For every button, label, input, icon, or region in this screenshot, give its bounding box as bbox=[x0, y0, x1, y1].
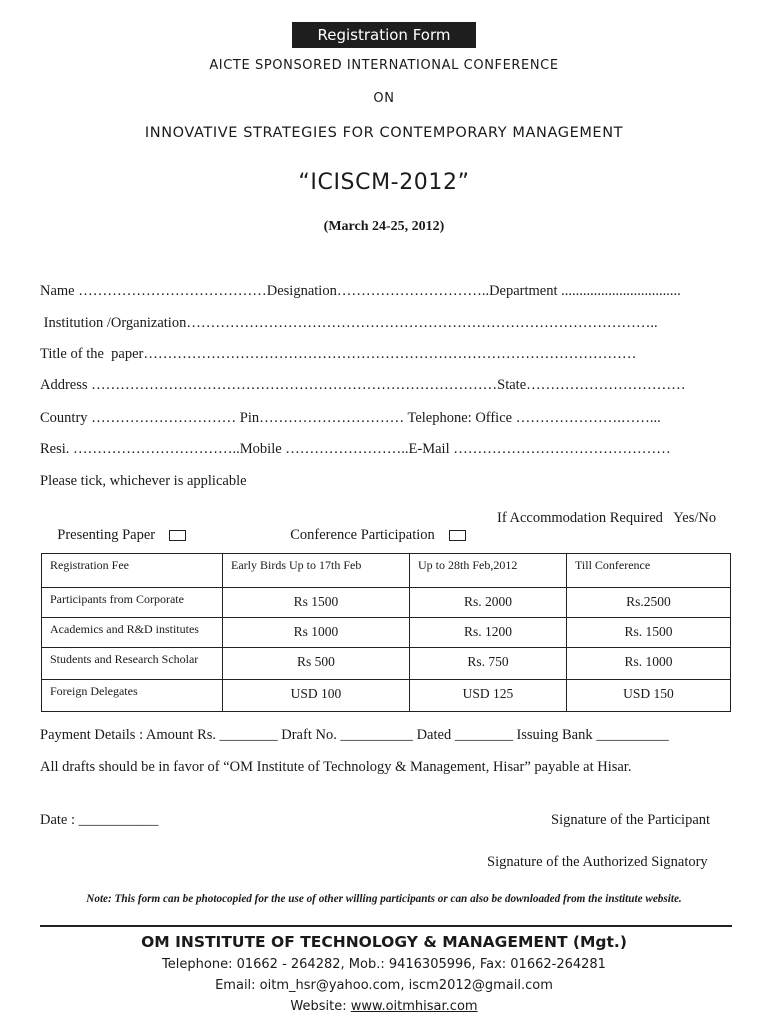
presenting-paper-option bbox=[50, 510, 186, 544]
website-label: Website: bbox=[290, 999, 351, 1014]
telephone-line: Telephone: 01662 - 264282, Mob.: 9416305996, Fax: 01662-264281 bbox=[162, 957, 606, 972]
table-row bbox=[42, 588, 731, 618]
conference-participation-checkbox[interactable] bbox=[449, 530, 466, 541]
table-cell: Rs. 2000 bbox=[410, 588, 567, 618]
table-cell: Rs 500 bbox=[223, 648, 410, 680]
table-row bbox=[42, 648, 731, 680]
table-cell: Academics and R&D institutes bbox=[42, 618, 223, 648]
table-cell: Participants from Corporate bbox=[42, 588, 223, 618]
authorized-signatory-signature: Signature of the Authorized Signatory bbox=[487, 854, 708, 870]
payment-details-field[interactable]: Payment Details : Amount Rs. ________ Draft No. __________ Dated ________ Issuing Bank __________ bbox=[40, 727, 669, 743]
sponsor-line: AICTE SPONSORED INTERNATIONAL CONFERENCE bbox=[209, 58, 559, 73]
form-title-banner: Registration Form bbox=[292, 22, 476, 48]
conference-participation-option bbox=[283, 510, 466, 544]
table-cell: Rs. 1000 bbox=[567, 648, 731, 680]
table-cell: USD 100 bbox=[223, 680, 410, 712]
conference-theme: INNOVATIVE STRATEGIES FOR CONTEMPORARY MANAGEMENT bbox=[144, 125, 624, 141]
website-line bbox=[0, 999, 768, 1014]
header-cell: Till Conference bbox=[567, 554, 731, 588]
table-cell: USD 150 bbox=[567, 680, 731, 712]
table-cell: Rs 1000 bbox=[223, 618, 410, 648]
table-row bbox=[42, 618, 731, 648]
institute-name: OM INSTITUTE OF TECHNOLOGY & MANAGEMENT (Mgt.) bbox=[141, 933, 627, 951]
table-header-row bbox=[42, 554, 731, 588]
footer-divider bbox=[40, 925, 732, 927]
on-text: ON bbox=[373, 91, 395, 106]
tick-prompt: Please tick, whichever is applicable bbox=[40, 473, 247, 489]
table-row bbox=[42, 680, 731, 712]
accommodation-option[interactable]: If Accommodation Required Yes/No bbox=[497, 510, 717, 526]
conference-participation-label: Conference Participation bbox=[290, 527, 435, 543]
participant-signature: Signature of the Participant bbox=[551, 812, 711, 828]
table-cell: Rs 1500 bbox=[223, 588, 410, 618]
presenting-paper-checkbox[interactable] bbox=[169, 530, 186, 541]
institution-field[interactable]: Institution /Organization…………………………………………………………………………………….. bbox=[40, 315, 658, 331]
header-cell: Up to 28th Feb,2012 bbox=[410, 554, 567, 588]
draft-favor-note: All drafts should be in favor of “OM Institute of Technology & Management, Hisar” payable at Hisar. bbox=[40, 759, 632, 775]
table-cell: Foreign Delegates bbox=[42, 680, 223, 712]
photocopy-note: Note: This form can be photocopied for the use of other willing participants or can also be downloaded from the institute website. bbox=[86, 893, 682, 905]
table-cell: Rs. 1500 bbox=[567, 618, 731, 648]
table-cell: Rs. 1200 bbox=[410, 618, 567, 648]
table-cell: Students and Research Scholar bbox=[42, 648, 223, 680]
header-cell: Registration Fee bbox=[42, 554, 223, 588]
conference-dates: (March 24-25, 2012) bbox=[323, 219, 445, 234]
registration-fee-table bbox=[41, 553, 731, 712]
email-line: Email: oitm_hsr@yahoo.com, iscm2012@gmail.com bbox=[215, 978, 553, 993]
address-state-field[interactable]: Address …………………………………………………………………………State…………………………… bbox=[40, 377, 686, 393]
paper-title-field[interactable]: Title of the paper………………………………………………………………………………………… bbox=[40, 346, 637, 362]
conference-acronym: “ICISCM-2012” bbox=[298, 170, 470, 195]
website-link[interactable]: www.oitmhisar.com bbox=[350, 999, 478, 1014]
table-cell: Rs.2500 bbox=[567, 588, 731, 618]
table-cell: Rs. 750 bbox=[410, 648, 567, 680]
presenting-paper-label: Presenting Paper bbox=[57, 527, 156, 543]
date-field[interactable]: Date : ___________ bbox=[40, 812, 159, 828]
table-cell: USD 125 bbox=[410, 680, 567, 712]
header-cell: Early Birds Up to 17th Feb bbox=[223, 554, 410, 588]
name-designation-department-field[interactable]: Name …………………………………Designation…………………………..Department ................................. bbox=[40, 283, 681, 299]
resi-mobile-email-field[interactable]: Resi. ……………………………..Mobile ……………………..E-Mail ……………………………………… bbox=[40, 441, 671, 457]
country-pin-telephone-field[interactable]: Country ………………………… Pin………………………… Telephone: Office ………………….……... bbox=[40, 410, 661, 426]
